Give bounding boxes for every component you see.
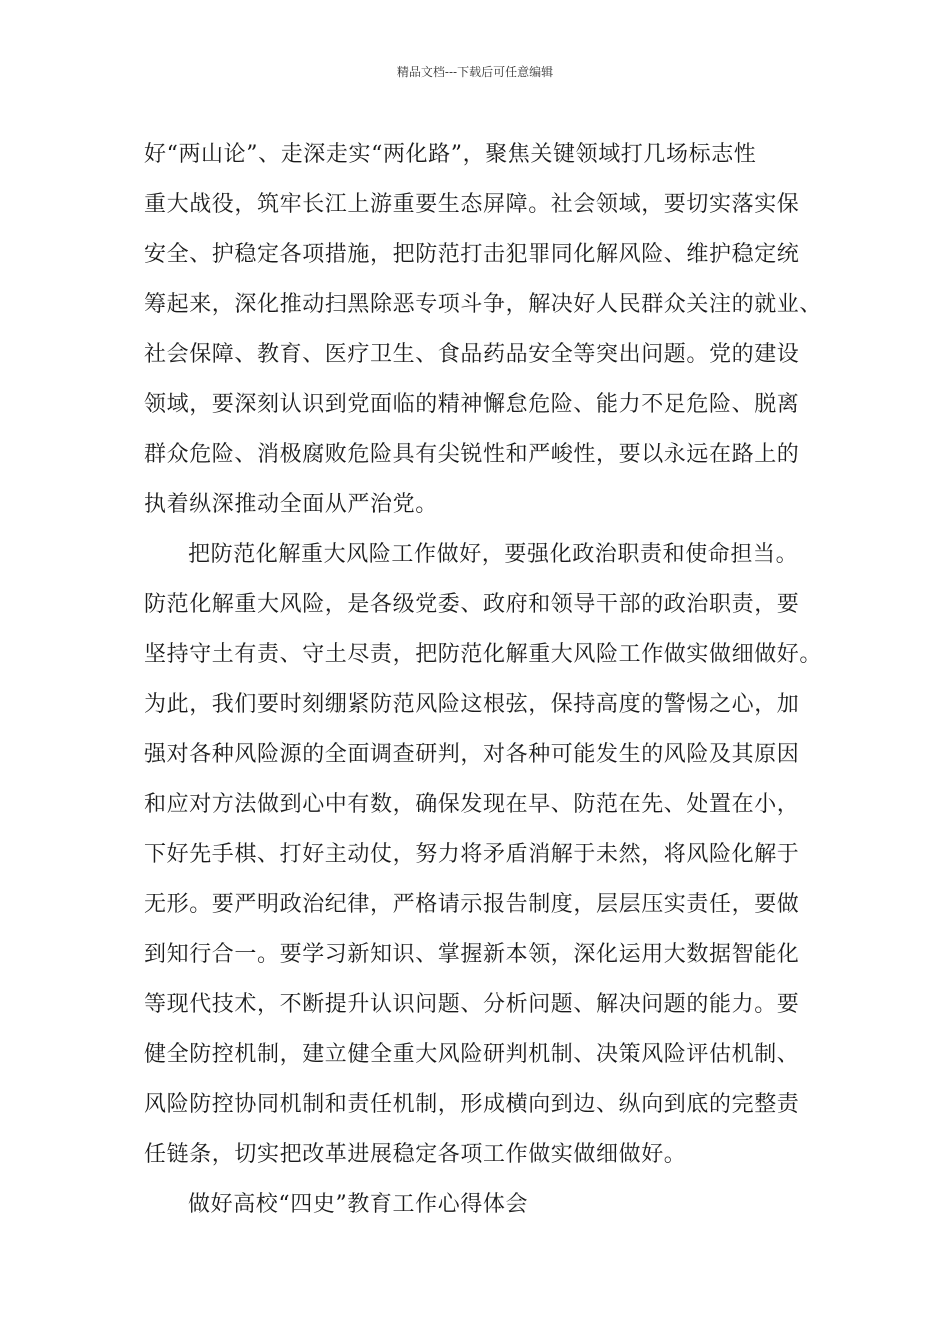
text-line: 筹起来，深化推动扫黑除恶专项斗争，解决好人民群众关注的就业、	[144, 292, 823, 317]
paragraph-start-line: 把防范化解重大风险工作做好，要强化政治职责和使命担当。	[188, 542, 799, 567]
text-line: 群众危险、消极腐败危险具有尖锐性和严峻性，要以永远在路上的	[144, 442, 800, 467]
page-header: 精品文档---下载后可任意编辑	[396, 65, 554, 79]
text-line: 安全、护稳定各项措施，把防范打击犯罪同化解风险、维护稳定统	[144, 242, 800, 267]
text-line: 执着纵深推动全面从严治党。	[144, 492, 438, 517]
text-line: 下好先手棋、打好主动仗，努力将矛盾消解于未然，将风险化解于	[144, 842, 800, 867]
text-line: 和应对方法做到心中有数，确保发现在早、防范在先、处置在小，	[144, 792, 800, 817]
text-line: 无形。要严明政治纪律，严格请示报告制度，层层压实责任，要做	[144, 892, 800, 917]
text-line: 风险防控协同机制和责任机制，形成横向到边、纵向到底的完整责	[144, 1092, 800, 1117]
text-line: 健全防控机制，建立健全重大风险研判机制、决策风险评估机制、	[144, 1042, 800, 1067]
text-line: 重大战役，筑牢长江上游重要生态屏障。社会领域，要切实落实保	[144, 192, 800, 217]
document-body	[144, 130, 824, 1230]
text-line: 等现代技术，不断提升认识问题、分析问题、解决问题的能力。要	[144, 992, 800, 1017]
text-line: 好“两山论”、走深走实“两化路”，聚焦关键领域打几场标志性	[144, 142, 757, 167]
text-line: 领域，要深刻认识到党面临的精神懈怠危险、能力不足危险、脱离	[144, 392, 800, 417]
text-line: 防范化解重大风险，是各级党委、政府和领导干部的政治职责，要	[144, 592, 800, 617]
text-line: 坚持守土有责、守土尽责，把防范化解重大风险工作做实做细做好。	[144, 642, 823, 667]
text-line: 强对各种风险源的全面调查研判，对各种可能发生的风险及其原因	[144, 742, 800, 767]
text-line: 到知行合一。要学习新知识、掌握新本领，深化运用大数据智能化	[144, 942, 800, 967]
text-line: 社会保障、教育、医疗卫生、食品药品安全等突出问题。党的建设	[144, 342, 800, 367]
section-title: 做好高校“四史”教育工作心得体会	[188, 1192, 529, 1217]
text-line: 任链条，切实把改革进展稳定各项工作做实做细做好。	[144, 1142, 687, 1167]
text-line: 为此，我们要时刻绷紧防范风险这根弦，保持高度的警惕之心，加	[144, 692, 800, 717]
